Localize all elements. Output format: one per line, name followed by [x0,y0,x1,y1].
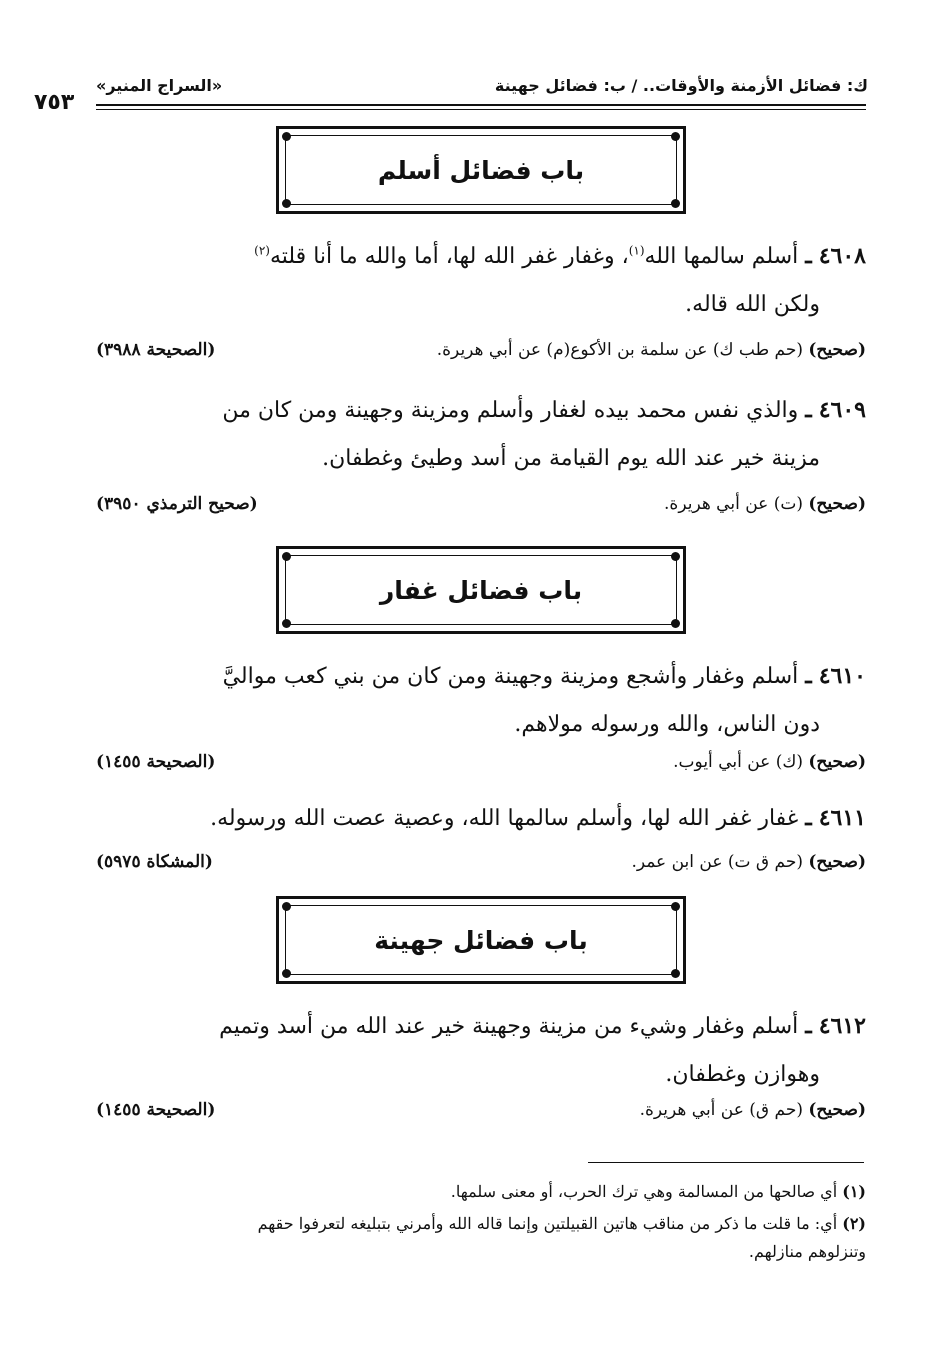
header-rule-thin [96,109,866,110]
hadith-text: أسلم وغفار وشيء من مزينة وجهينة خير عند الله من أسد وتميم [219,1014,799,1039]
chapter-box-aslam [276,126,686,214]
hadith-dash: ـ [805,243,812,269]
hadith-text-continued: مزينة خير عند الله يوم القيامة من أسد وطيئ وغطفان. [322,446,820,471]
hadith-source: (حم طب ك) عن سلمة بن الأكوع(م) عن أبي هريرة. [436,340,803,360]
chapter-title: باب فضائل أسلم [377,155,585,185]
source-row [96,1100,866,1130]
hadith-text: أسلم وغفار وأشجع ومزينة وجهينة ومن كان من بني كعب مواليَّ [222,664,799,689]
hadith-line [96,1002,866,1051]
footnote-text-continued: وتنزلوهم منازلهم. [748,1242,866,1261]
chapter-title: باب فضائل غفار [379,575,583,605]
hadith-reference: (الصحيحة ١٤٥٥) [96,752,216,772]
hadith-reference: (الصحيحة ٣٩٨٨) [96,340,216,360]
source-row [96,852,866,882]
hadith-grade: (صحيح) [808,752,866,772]
page-number: ٧٥٣ [34,90,75,115]
chapter-title: باب فضائل جهينة [374,925,588,955]
footnote-text: أي: ما قلت ما ذكر من مناقب هاتين القبيلتين وإنما قاله الله وأمرني بتبليغه لتعرفوا حقهم [257,1214,838,1233]
footnote-ref[interactable]: (١) [628,243,645,258]
hadith-source: (حم ق ت) عن ابن عمر. [631,852,803,872]
hadith-text: ، وغفار غفر الله لها، أما والله ما أنا قلته [269,244,629,269]
footnote-mark: (١) [842,1182,866,1201]
hadith-source: (حم ق) عن أبي هريرة. [639,1100,803,1120]
hadith-dash: ـ [805,663,812,689]
source-row [96,494,866,524]
hadith-dash: ـ [805,397,812,423]
hadith-reference: (الصحيحة ١٤٥٥) [96,1100,216,1120]
hadith-text: والذي نفس محمد بيده لغفار وأسلم ومزينة وجهينة ومن كان من [222,398,799,423]
hadith-text: أسلم سالمها الله [644,244,799,269]
header-rule-thick [96,104,866,106]
footnote-2 [96,1210,866,1266]
hadith-4608 [96,232,866,329]
hadith-number: ٤٦١١ [818,805,866,831]
hadith-4609 [96,386,866,483]
hadith-dash: ـ [805,1013,812,1039]
hadith-source: (ت) عن أبي هريرة. [664,494,803,514]
hadith-dash: ـ [805,805,812,831]
chapter-box-juhayna [276,896,686,984]
hadith-text: غفار غفر الله لها، وأسلم سالمها الله، وعصية عصت الله ورسوله. [210,806,799,831]
hadith-reference: (المشكاة ٥٩٧٥) [96,852,213,872]
hadith-number: ٤٦٠٨ [818,243,866,269]
hadith-number: ٤٦١٠ [818,663,866,689]
hadith-number: ٤٦١٢ [818,1013,866,1039]
footnote-1 [96,1178,866,1206]
chapter-running-title: ك: فضائل الأزمنة والأوقات.. / ب: فضائل جهينة [494,76,868,95]
hadith-reference: (صحيح الترمذي ٣٩٥٠) [96,494,258,514]
hadith-text-continued: وهوازن وغطفان. [665,1062,820,1087]
hadith-line [96,386,866,435]
page-header [0,70,948,120]
book-running-title: «السراج المنير» [96,76,223,95]
footnote-text: أي صالحها من المسالمة وهي ترك الحرب، أو معنى سلمها. [450,1182,838,1201]
footnote-mark: (٢) [842,1214,866,1233]
hadith-grade: (صحيح) [808,340,866,360]
footnote-rule [588,1162,864,1163]
hadith-text-continued: دون الناس، والله ورسوله مولاهم. [514,712,820,737]
hadith-grade: (صحيح) [808,494,866,514]
hadith-4611 [96,794,866,843]
hadith-4612 [96,1002,866,1099]
source-row [96,752,866,782]
hadith-number: ٤٦٠٩ [818,397,866,423]
source-row [96,340,866,370]
hadith-line [96,232,866,281]
hadith-text-continued: ولكن الله قاله. [685,292,820,317]
hadith-4610 [96,652,866,749]
chapter-box-ghifar [276,546,686,634]
footnote-ref[interactable]: (٢) [254,243,270,258]
hadith-line [96,652,866,701]
hadith-line [96,794,866,843]
hadith-source: (ك) عن أبي أيوب. [673,752,803,772]
hadith-grade: (صحيح) [808,852,866,872]
hadith-grade: (صحيح) [808,1100,866,1120]
